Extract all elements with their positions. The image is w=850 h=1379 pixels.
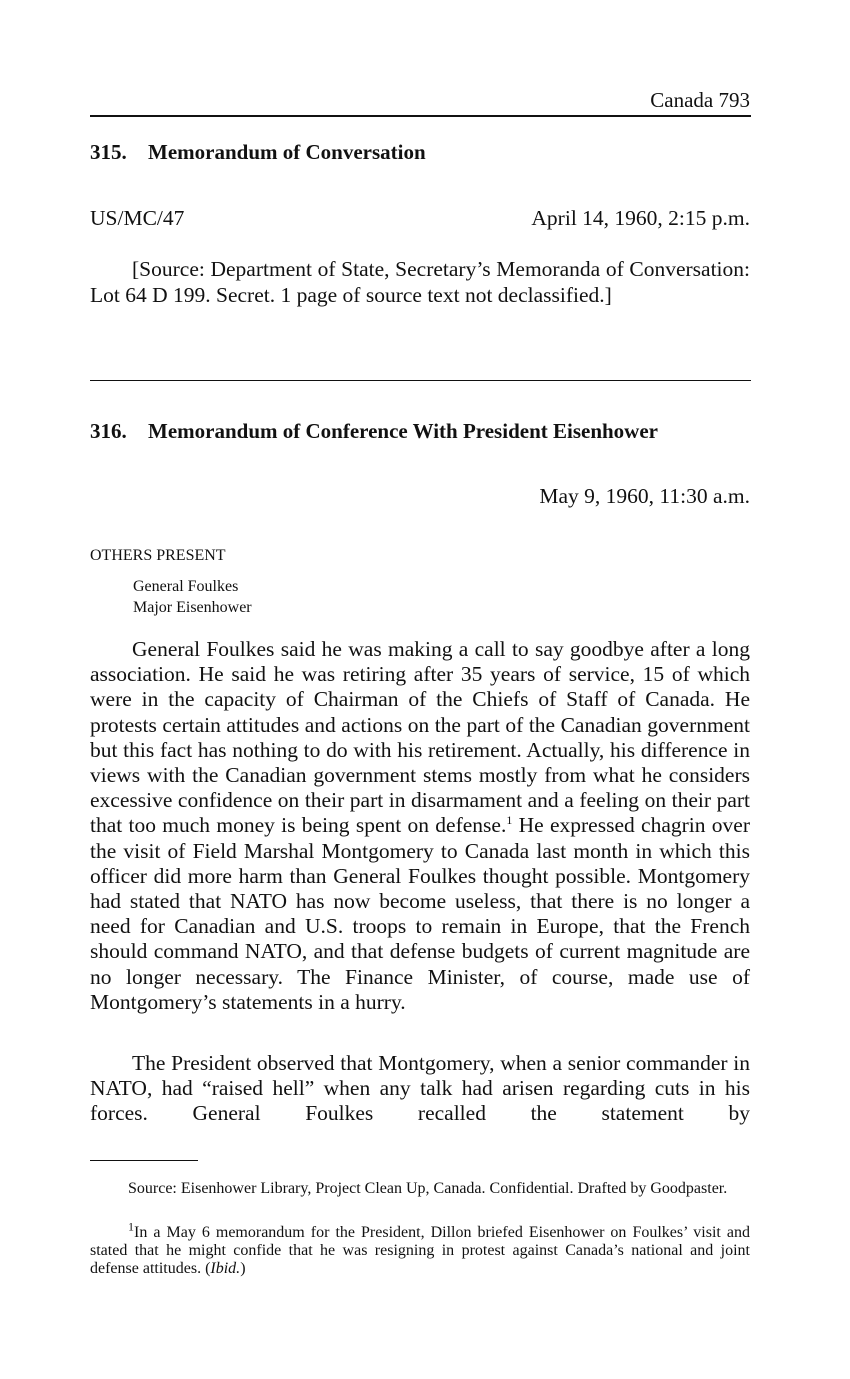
doc-316-number: 316. bbox=[90, 419, 127, 443]
body-paragraph-2: The President observed that Montgomery, when a senior commander in NATO, had “raised hell” when any talk had arisen regarding cuts in his forces. General Foulkes recalled the statement by bbox=[90, 1051, 750, 1126]
body-paragraph-1 bbox=[90, 637, 750, 1015]
doc-316-heading: Memorandum of Conference With President Eisenhower bbox=[148, 419, 658, 443]
source-footnote: Source: Eisenhower Library, Project Clean Up, Canada. Confidential. Drafted by Goodpaster. bbox=[128, 1180, 728, 1197]
paragraph-text: General Foulkes said he was making a call to say goodbye after a long association. He said he was retiring after 35 years of service, 15 of which were in the capacity of Chairman of the Chiefs of Staff of Canada. He protests certain attitudes and actions on the part of the Canadian government but this fact has nothing to do with his retirement. Actually, his difference in views with the Canadian government stems mostly from what he considers excessive confidence on their part in disarmament and a feeling on their part that too much money is being spent on defense. bbox=[90, 637, 750, 838]
footnote-text-end: ) bbox=[240, 1260, 246, 1277]
doc-315-reference: US/MC/47 bbox=[90, 206, 185, 230]
others-present-heading: OTHERS PRESENT bbox=[90, 547, 226, 564]
section-separator bbox=[90, 380, 751, 381]
doc-316-title bbox=[90, 419, 658, 444]
doc-315-source-note: [Source: Department of State, Secretary’s Memoranda of Conversation: Lot 64 D 199. Secret. 1 page of source text not declassified.] bbox=[90, 257, 750, 307]
footnote-1 bbox=[90, 1219, 750, 1278]
doc-315-datetime: April 14, 1960, 2:15 p.m. bbox=[531, 206, 750, 230]
paragraph-text: He expressed chagrin over the visit of Field Marshal Montgomery to Canada last month in which this officer did more harm than General Foulkes thought possible. Montgomery had stated that NATO has now become useless, that there is no longer a need for Canadian and U.S. troops to remain in Europe, that the French should command NATO, and that defense budgets of current magnitude are no longer necessary. The Finance Minister, of course, made use of Montgomery’s statements in a hurry. bbox=[90, 813, 750, 1014]
running-head: Canada 793 bbox=[650, 88, 750, 112]
attendee-item: Major Eisenhower bbox=[133, 599, 252, 616]
doc-315-title bbox=[90, 140, 426, 165]
doc-316-datetime: May 9, 1960, 11:30 a.m. bbox=[539, 484, 750, 508]
doc-315-number: 315. bbox=[90, 140, 127, 164]
attendee-item: General Foulkes bbox=[133, 578, 239, 595]
header-rule bbox=[90, 115, 751, 117]
footnote-reference: 1 bbox=[506, 813, 513, 828]
footnote-rule bbox=[90, 1160, 198, 1161]
doc-315-heading: Memorandum of Conversation bbox=[148, 140, 426, 164]
footnote-text: In a May 6 memorandum for the President, Dillon briefed Eisenhower on Foulkes’ visit and stated that he might confide that he was resigning in protest against Canada’s national and joint defense attitudes. ( bbox=[90, 1224, 750, 1277]
footnote-mark: 1 bbox=[128, 1219, 134, 1234]
footnote-ibid: Ibid. bbox=[210, 1260, 241, 1277]
